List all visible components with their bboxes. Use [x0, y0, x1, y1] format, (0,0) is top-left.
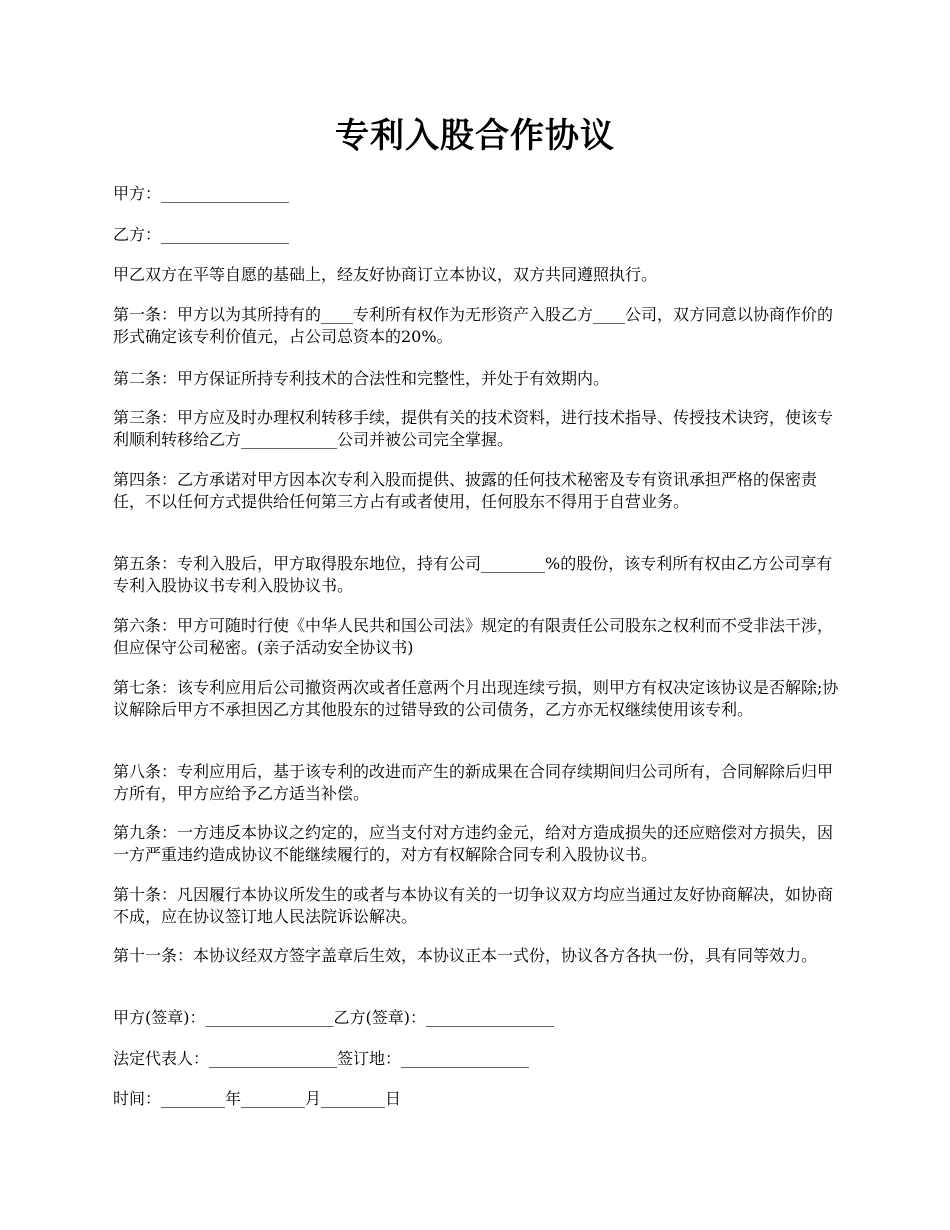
article-3: 第三条：甲方应及时办理权利转移手续，提供有关的技术资料，进行技术指导、传授技术诀窍，使该专利顺利转移给乙方____________公司并被公司完全掌握。 [113, 408, 834, 449]
date-line: 时间：________年________月________日 [113, 1089, 402, 1108]
article-4: 第四条：乙方承诺对甲方因本次专利入股而提供、披露的任何技术秘密及专有资讯承担严格的保密责任，不以任何方式提供给任何第三方占有或者使用，任何股东不得用于自营业务。 [113, 470, 818, 511]
article-1: 第一条：甲方以为其所持有的____专利所有权作为无形资产入股乙方____公司，双方同意以协商作价的形式确定该专利价值元，占公司总资本的20%。 [113, 305, 834, 346]
article-7: 第七条：该专利应用后公司撤资两次或者任意两个月出现连续亏损，则甲方有权决定该协议是否解除;协议解除后甲方不承担因乙方其他股东的过错导致的公司债务，乙方亦无权继续使用该专利。 [113, 678, 839, 719]
article-8: 第八条：专利应用后，基于该专利的改进而产生的新成果在合同存续期间归公司所有，合同解除后归甲方所有，甲方应给予乙方适当补偿。 [113, 762, 834, 803]
article-6: 第六条：甲方可随时行使《中华人民共和国公司法》规定的有限责任公司股东之权利而不受非法干涉，但应保守公司秘密。(亲子活动安全协议书) [113, 616, 834, 657]
party-a-line: 甲方：________________ [113, 184, 290, 203]
article-10: 第十条：凡因履行本协议所发生的或者与本协议有关的一切争议双方均应当通过友好协商解决，如协商不成，应在协议签订地人民法院诉讼解决。 [113, 885, 834, 926]
article-5: 第五条：专利入股后，甲方取得股东地位，持有公司________%的股份，该专利所有权由乙方公司享有专利入股协议书专利入股协议书。 [113, 554, 833, 595]
article-2: 第二条：甲方保证所持专利技术的合法性和完整性，并处于有效期内。 [113, 369, 610, 388]
party-b-line: 乙方：________________ [113, 225, 290, 244]
intro-paragraph: 甲乙双方在平等自愿的基础上，经友好协商订立本协议，双方共同遵照执行。 [113, 265, 658, 284]
document-title: 专利入股合作协议 [335, 116, 615, 156]
article-11: 第十一条：本协议经双方签字盖章后生效，本协议正本一式份，协议各方各执一份，具有同等效力。 [113, 946, 818, 965]
signature-line: 甲方(签章)：________________乙方(签章)：________________ [113, 1008, 554, 1027]
representative-line: 法定代表人：________________签订地：________________ [113, 1049, 530, 1068]
article-9: 第九条：一方违反本协议之约定的，应当支付对方违约金元，给对方造成损失的还应赔偿对方损失，因一方严重违约造成协议不能继续履行的，对方有权解除合同专利入股协议书。 [113, 823, 834, 864]
